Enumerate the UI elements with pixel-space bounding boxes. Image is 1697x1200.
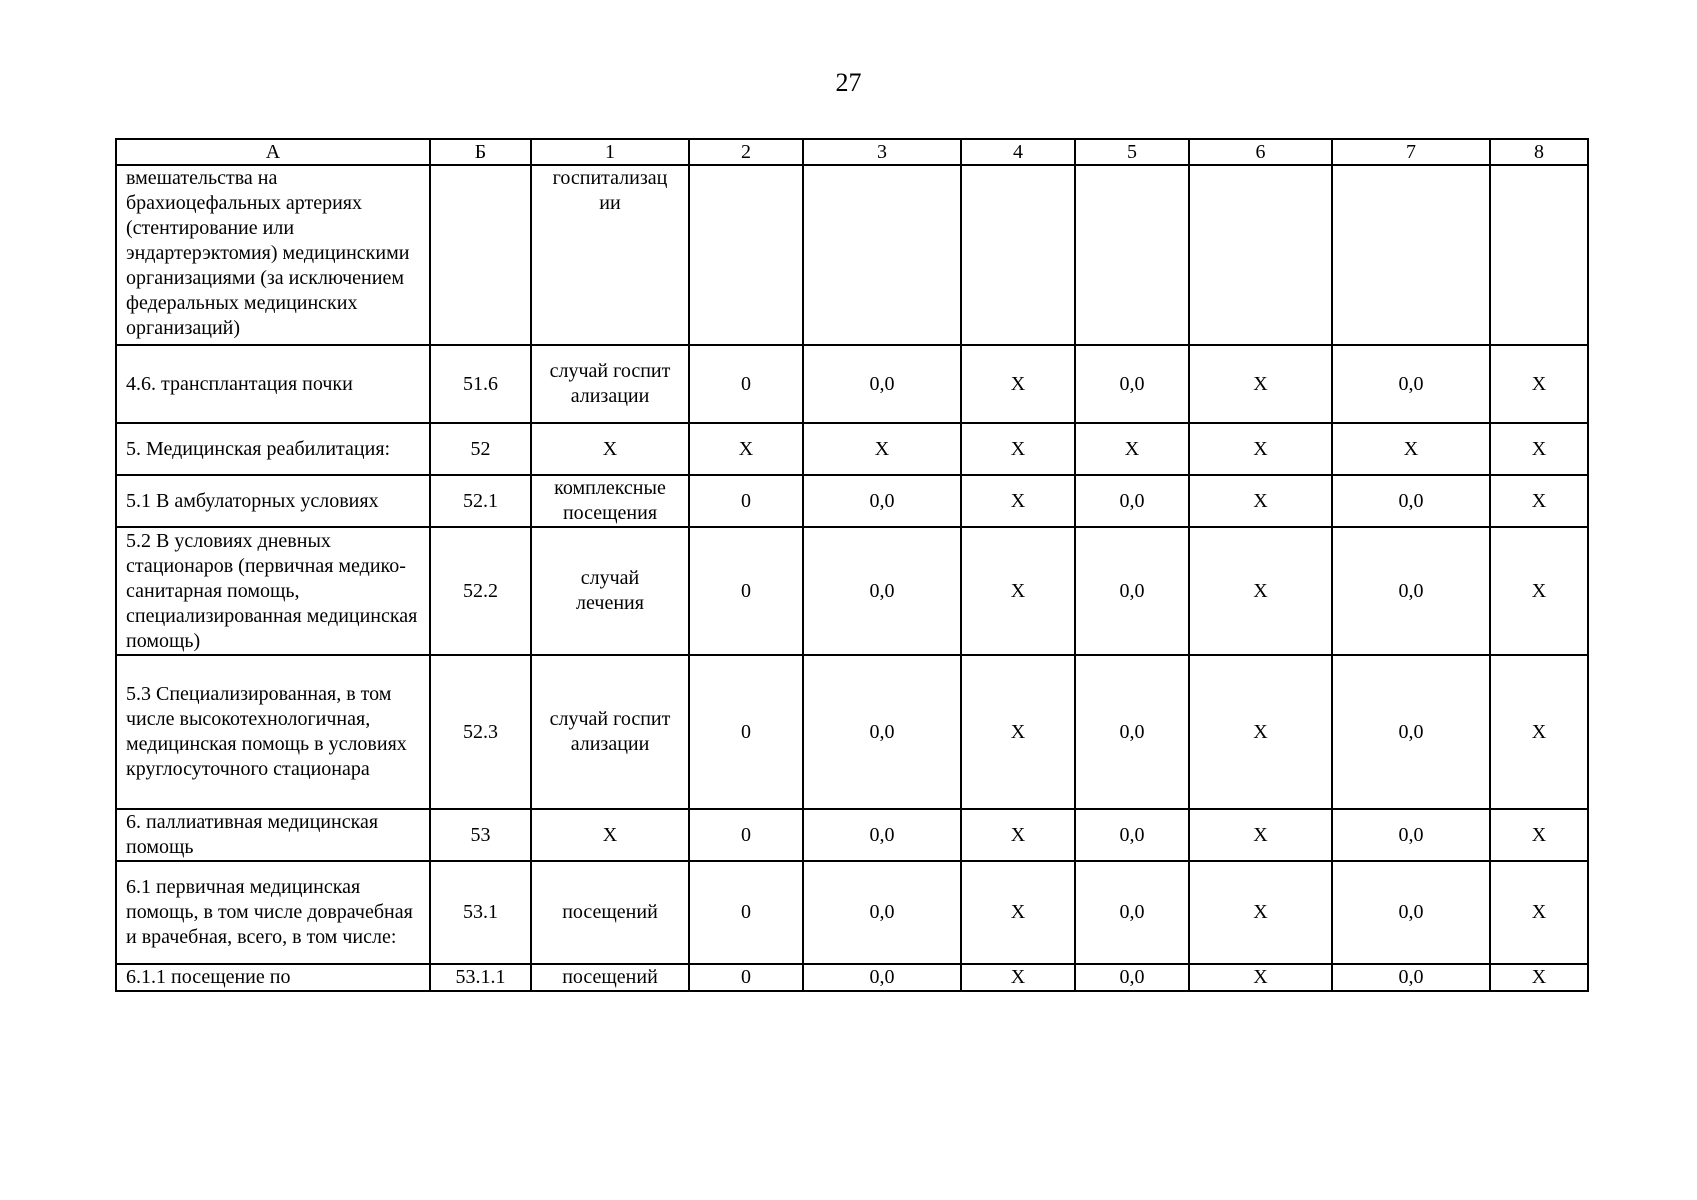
cell-code: 52 — [430, 423, 531, 475]
cell-col-8 — [1490, 165, 1588, 345]
table-row — [116, 165, 1588, 345]
cell-col-8: X — [1490, 809, 1588, 861]
cell-col-2: 0 — [689, 475, 803, 527]
table-row — [116, 809, 1588, 861]
cell-name: вмешательства на брахиоцефальных артериях (стентирование или эндартерэктомия) медицинскими организациями (за исключением федеральных медицинских организаций) — [116, 165, 430, 345]
cell-name: 6. паллиативная медицинская помощь — [116, 809, 430, 861]
cell-code: 52.1 — [430, 475, 531, 527]
cell-col-2: 0 — [689, 655, 803, 809]
cell-col-3: X — [803, 423, 961, 475]
cell-col-5: 0,0 — [1075, 861, 1189, 964]
cell-col-7: 0,0 — [1332, 964, 1490, 991]
cell-name: 4.6. трансплантация почки — [116, 345, 430, 423]
header-cell-3: 3 — [803, 139, 961, 165]
header-cell-a: А — [116, 139, 430, 165]
header-cell-b: Б — [430, 139, 531, 165]
table-row — [116, 655, 1588, 809]
unit-text: случай госпитализации — [549, 708, 671, 755]
cell-col-3: 0,0 — [803, 527, 961, 655]
cell-col-2: 0 — [689, 809, 803, 861]
cell-unit: X — [531, 423, 689, 475]
cell-col-5: 0,0 — [1075, 345, 1189, 423]
cell-col-4: X — [961, 423, 1075, 475]
cell-col-5: X — [1075, 423, 1189, 475]
cell-col-6 — [1189, 165, 1332, 345]
cell-col-6: X — [1189, 861, 1332, 964]
cell-col-6: X — [1189, 345, 1332, 423]
cell-col-6: X — [1189, 475, 1332, 527]
cell-col-4: X — [961, 861, 1075, 964]
header-cell-1: 1 — [531, 139, 689, 165]
data-table — [115, 138, 1589, 992]
cell-name: 6.1 первичная медицинская помощь, в том числе доврачебная и врачебная, всего, в том числе: — [116, 861, 430, 964]
cell-col-8: X — [1490, 345, 1588, 423]
unit-text: случай госпитализации — [549, 360, 671, 407]
cell-code: 52.2 — [430, 527, 531, 655]
cell-col-5: 0,0 — [1075, 809, 1189, 861]
header-cell-7: 7 — [1332, 139, 1490, 165]
table-row — [116, 345, 1588, 423]
cell-code: 51.6 — [430, 345, 531, 423]
cell-unit — [531, 655, 689, 809]
cell-col-4 — [961, 165, 1075, 345]
unit-text: случай лечения — [576, 567, 644, 614]
header-row — [116, 139, 1588, 165]
cell-col-7: 0,0 — [1332, 861, 1490, 964]
cell-col-4: X — [961, 809, 1075, 861]
cell-col-6: X — [1189, 809, 1332, 861]
cell-col-6: X — [1189, 423, 1332, 475]
cell-col-5: 0,0 — [1075, 964, 1189, 991]
cell-col-4: X — [961, 527, 1075, 655]
page-number: 27 — [835, 68, 862, 97]
cell-unit — [531, 165, 689, 345]
cell-col-3 — [803, 165, 961, 345]
header-cell-8: 8 — [1490, 139, 1588, 165]
header-cell-2: 2 — [689, 139, 803, 165]
table-row — [116, 423, 1588, 475]
cell-col-8: X — [1490, 964, 1588, 991]
cell-name: 6.1.1 посещение по — [116, 964, 430, 991]
cell-col-2: 0 — [689, 527, 803, 655]
cell-col-2: 0 — [689, 964, 803, 991]
cell-col-2 — [689, 165, 803, 345]
cell-col-8: X — [1490, 527, 1588, 655]
cell-col-6: X — [1189, 964, 1332, 991]
cell-col-3: 0,0 — [803, 655, 961, 809]
cell-col-6: X — [1189, 655, 1332, 809]
cell-col-7: 0,0 — [1332, 809, 1490, 861]
header-cell-5: 5 — [1075, 139, 1189, 165]
cell-code: 53 — [430, 809, 531, 861]
header-cell-4: 4 — [961, 139, 1075, 165]
cell-name: 5.3 Специализированная, в том числе высокотехнологичная, медицинская помощь в условиях круглосуточного стационара — [116, 655, 430, 809]
cell-col-6: X — [1189, 527, 1332, 655]
cell-col-4: X — [961, 964, 1075, 991]
cell-unit — [531, 527, 689, 655]
cell-col-7: 0,0 — [1332, 475, 1490, 527]
cell-unit: комплексные посещения — [531, 475, 689, 527]
table-row — [116, 475, 1588, 527]
table-row — [116, 964, 1588, 991]
cell-name: 5.2 В условиях дневных стационаров (первичная медико-санитарная помощь, специализированная медицинская помощь) — [116, 527, 430, 655]
cell-unit — [531, 345, 689, 423]
unit-text: госпитализации — [552, 167, 668, 214]
cell-col-3: 0,0 — [803, 861, 961, 964]
cell-col-7: X — [1332, 423, 1490, 475]
cell-unit: посещений — [531, 861, 689, 964]
cell-name: 5.1 В амбулаторных условиях — [116, 475, 430, 527]
cell-col-2: 0 — [689, 345, 803, 423]
cell-unit: X — [531, 809, 689, 861]
cell-col-8: X — [1490, 655, 1588, 809]
cell-col-4: X — [961, 655, 1075, 809]
cell-col-5 — [1075, 165, 1189, 345]
cell-col-8: X — [1490, 423, 1588, 475]
cell-code — [430, 165, 531, 345]
cell-col-7 — [1332, 165, 1490, 345]
cell-name: 5. Медицинская реабилитация: — [116, 423, 430, 475]
cell-code: 53.1 — [430, 861, 531, 964]
cell-col-3: 0,0 — [803, 345, 961, 423]
cell-col-2: X — [689, 423, 803, 475]
cell-col-8: X — [1490, 475, 1588, 527]
table-row — [116, 861, 1588, 964]
cell-col-7: 0,0 — [1332, 527, 1490, 655]
table-row — [116, 527, 1588, 655]
cell-code: 52.3 — [430, 655, 531, 809]
cell-col-4: X — [961, 475, 1075, 527]
cell-col-7: 0,0 — [1332, 655, 1490, 809]
cell-col-4: X — [961, 345, 1075, 423]
cell-col-3: 0,0 — [803, 475, 961, 527]
cell-col-5: 0,0 — [1075, 655, 1189, 809]
cell-col-5: 0,0 — [1075, 527, 1189, 655]
cell-col-5: 0,0 — [1075, 475, 1189, 527]
cell-col-3: 0,0 — [803, 964, 961, 991]
header-cell-6: 6 — [1189, 139, 1332, 165]
cell-col-3: 0,0 — [803, 809, 961, 861]
cell-col-8: X — [1490, 861, 1588, 964]
cell-code: 53.1.1 — [430, 964, 531, 991]
cell-col-7: 0,0 — [1332, 345, 1490, 423]
cell-col-2: 0 — [689, 861, 803, 964]
cell-unit: посещений — [531, 964, 689, 991]
